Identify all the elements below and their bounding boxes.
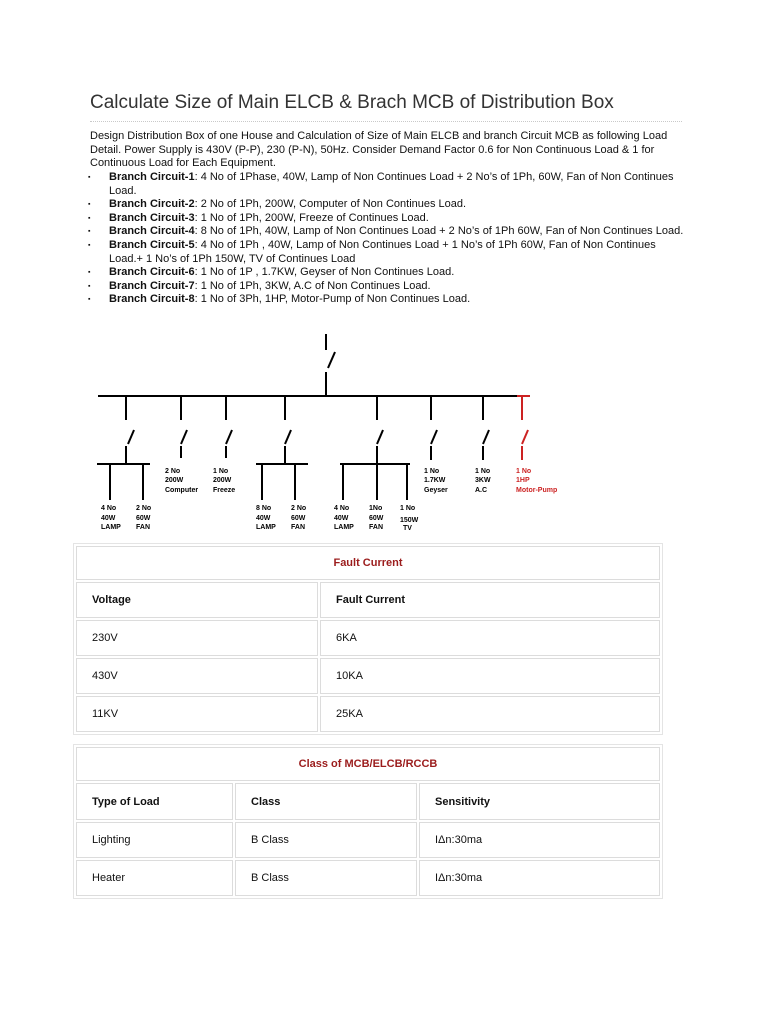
table-row bbox=[76, 620, 660, 656]
branch-label: Branch Circuit-2 bbox=[109, 198, 195, 211]
load-label: 1 No 1.7KW Geyser bbox=[424, 468, 448, 494]
branch-label: Branch Circuit-6 bbox=[109, 266, 195, 279]
branch-label: Branch Circuit-3 bbox=[109, 211, 195, 224]
table-cell: IΔn:30ma bbox=[419, 822, 660, 858]
table-caption: Class of MCB/ELCB/RCCB bbox=[76, 747, 660, 781]
branch-label: Branch Circuit-7 bbox=[109, 279, 195, 292]
table-cell: 6KA bbox=[320, 620, 660, 656]
branch-description: : 4 No of 1Ph , 40W, Lamp of Non Continues Load + 1 No’s of 1Ph 60W, Fan of Non Continues Load.+ 1 No’s of 1Ph 150W, TV of Continues Load bbox=[109, 238, 656, 265]
table-cell: 430V bbox=[76, 658, 318, 694]
title-divider bbox=[90, 121, 682, 122]
mcb-blade-4 bbox=[285, 430, 291, 444]
branch-description: : 1 No of 1Ph, 200W, Freeze of Continues Load. bbox=[194, 211, 429, 224]
branch-label: Branch Circuit-1 bbox=[109, 171, 195, 183]
intro-paragraph: Design Distribution Box of one House and Calculation of Size of Main ELCB and branch Circuit MCB as following Load Detail. Power Supply is 430V (P-P), 230 (P-N), 50Hz. Consider Demand Factor 0.6 for Non Continuous Load & 1 for Continuous Load for Each Equipment. bbox=[90, 130, 668, 170]
fault-current-table bbox=[73, 543, 663, 735]
list-item bbox=[88, 266, 688, 280]
branch-description: : 4 No of 1Phase, 40W, Lamp of Non Continues Load + 2 No’s of 1Ph, 60W, Fan of Non Continues Load. bbox=[109, 171, 674, 197]
mcb-blade-7 bbox=[483, 430, 489, 444]
table-row bbox=[76, 696, 660, 732]
branch-description: : 1 No of 1Ph, 3KW, A.C of Non Continues Load. bbox=[194, 279, 431, 292]
load-label: 2 No 60W FAN bbox=[136, 505, 152, 531]
list-item bbox=[88, 280, 688, 294]
load-label: 8 No 40W LAMP bbox=[256, 505, 276, 531]
page-title: Calculate Size of Main ELCB & Brach MCB of Distribution Box bbox=[90, 92, 614, 113]
load-label: 1 No 150W TV bbox=[400, 505, 419, 532]
table-cell: 25KA bbox=[320, 696, 660, 732]
distribution-box-diagram bbox=[0, 328, 768, 543]
list-item bbox=[88, 212, 688, 226]
list-item bbox=[88, 171, 688, 198]
list-item bbox=[88, 239, 688, 266]
table-cell: Heater bbox=[76, 860, 233, 896]
column-header: Type of Load bbox=[76, 783, 233, 820]
table-cell: Lighting bbox=[76, 822, 233, 858]
mcb-blade-2 bbox=[181, 430, 187, 444]
column-header: Class bbox=[235, 783, 417, 820]
square-bullet-icon: ▪ bbox=[88, 174, 91, 181]
table-caption: Fault Current bbox=[76, 546, 660, 580]
load-label: 1 No 3KW A.C bbox=[475, 468, 491, 494]
table-row bbox=[76, 658, 660, 694]
mcb-blade-3 bbox=[226, 430, 232, 444]
load-label: 1No 60W FAN bbox=[369, 505, 384, 531]
table-cell: 10KA bbox=[320, 658, 660, 694]
mcb-blade-6 bbox=[431, 430, 437, 444]
mcb-blade-5 bbox=[377, 430, 383, 444]
table-cell: B Class bbox=[235, 860, 417, 896]
table-cell: 230V bbox=[76, 620, 318, 656]
list-item bbox=[88, 198, 688, 212]
branch-description: : 2 No of 1Ph, 200W, Computer of Non Continues Load. bbox=[194, 198, 467, 211]
load-label-highlight: 1 No 1HP Motor-Pump bbox=[516, 468, 558, 494]
mcb-blade-8 bbox=[522, 430, 528, 444]
column-header: Sensitivity bbox=[419, 783, 660, 820]
column-header: Fault Current bbox=[320, 582, 660, 618]
main-elcb-blade bbox=[328, 352, 335, 368]
load-label: 2 No 60W FAN bbox=[291, 505, 307, 531]
load-label: 4 No 40W LAMP bbox=[334, 505, 354, 531]
branch-label: Branch Circuit-5 bbox=[109, 238, 195, 251]
branch-description: : 1 No of 1P , 1.7KW, Geyser of Non Continues Load. bbox=[194, 266, 455, 279]
table-cell: B Class bbox=[235, 822, 417, 858]
branch-description: : 8 No of 1Ph, 40W, Lamp of Non Continues Load + 2 No’s of 1Ph 60W, Fan of Non Continues Load. bbox=[194, 225, 684, 238]
table-cell: 11KV bbox=[76, 696, 318, 732]
branch-circuit-list bbox=[88, 171, 688, 307]
load-label: 2 No 200W Computer bbox=[165, 468, 199, 494]
table-row bbox=[76, 822, 660, 858]
load-label: 1 No 200W Freeze bbox=[213, 468, 236, 494]
square-bullet-icon: ▪ bbox=[88, 228, 91, 236]
list-item bbox=[88, 293, 688, 307]
table-cell: IΔn:30ma bbox=[419, 860, 660, 896]
square-bullet-icon: ▪ bbox=[88, 241, 91, 249]
branch-description: : 1 No of 3Ph, 1HP, Motor-Pump of Non Continues Load. bbox=[194, 293, 471, 306]
mcb-class-table bbox=[73, 744, 663, 899]
square-bullet-icon: ▪ bbox=[88, 201, 91, 209]
column-header: Voltage bbox=[76, 582, 318, 618]
branch-label: Branch Circuit-8 bbox=[109, 293, 195, 306]
square-bullet-icon: ▪ bbox=[88, 282, 91, 290]
square-bullet-icon: ▪ bbox=[88, 214, 91, 222]
square-bullet-icon: ▪ bbox=[88, 269, 91, 277]
list-item bbox=[88, 225, 688, 239]
load-label: 4 No 40W LAMP bbox=[101, 505, 121, 531]
table-row bbox=[76, 860, 660, 896]
mcb-blade-1 bbox=[128, 430, 134, 444]
branch-label: Branch Circuit-4 bbox=[109, 225, 195, 238]
square-bullet-icon: ▪ bbox=[88, 296, 91, 304]
